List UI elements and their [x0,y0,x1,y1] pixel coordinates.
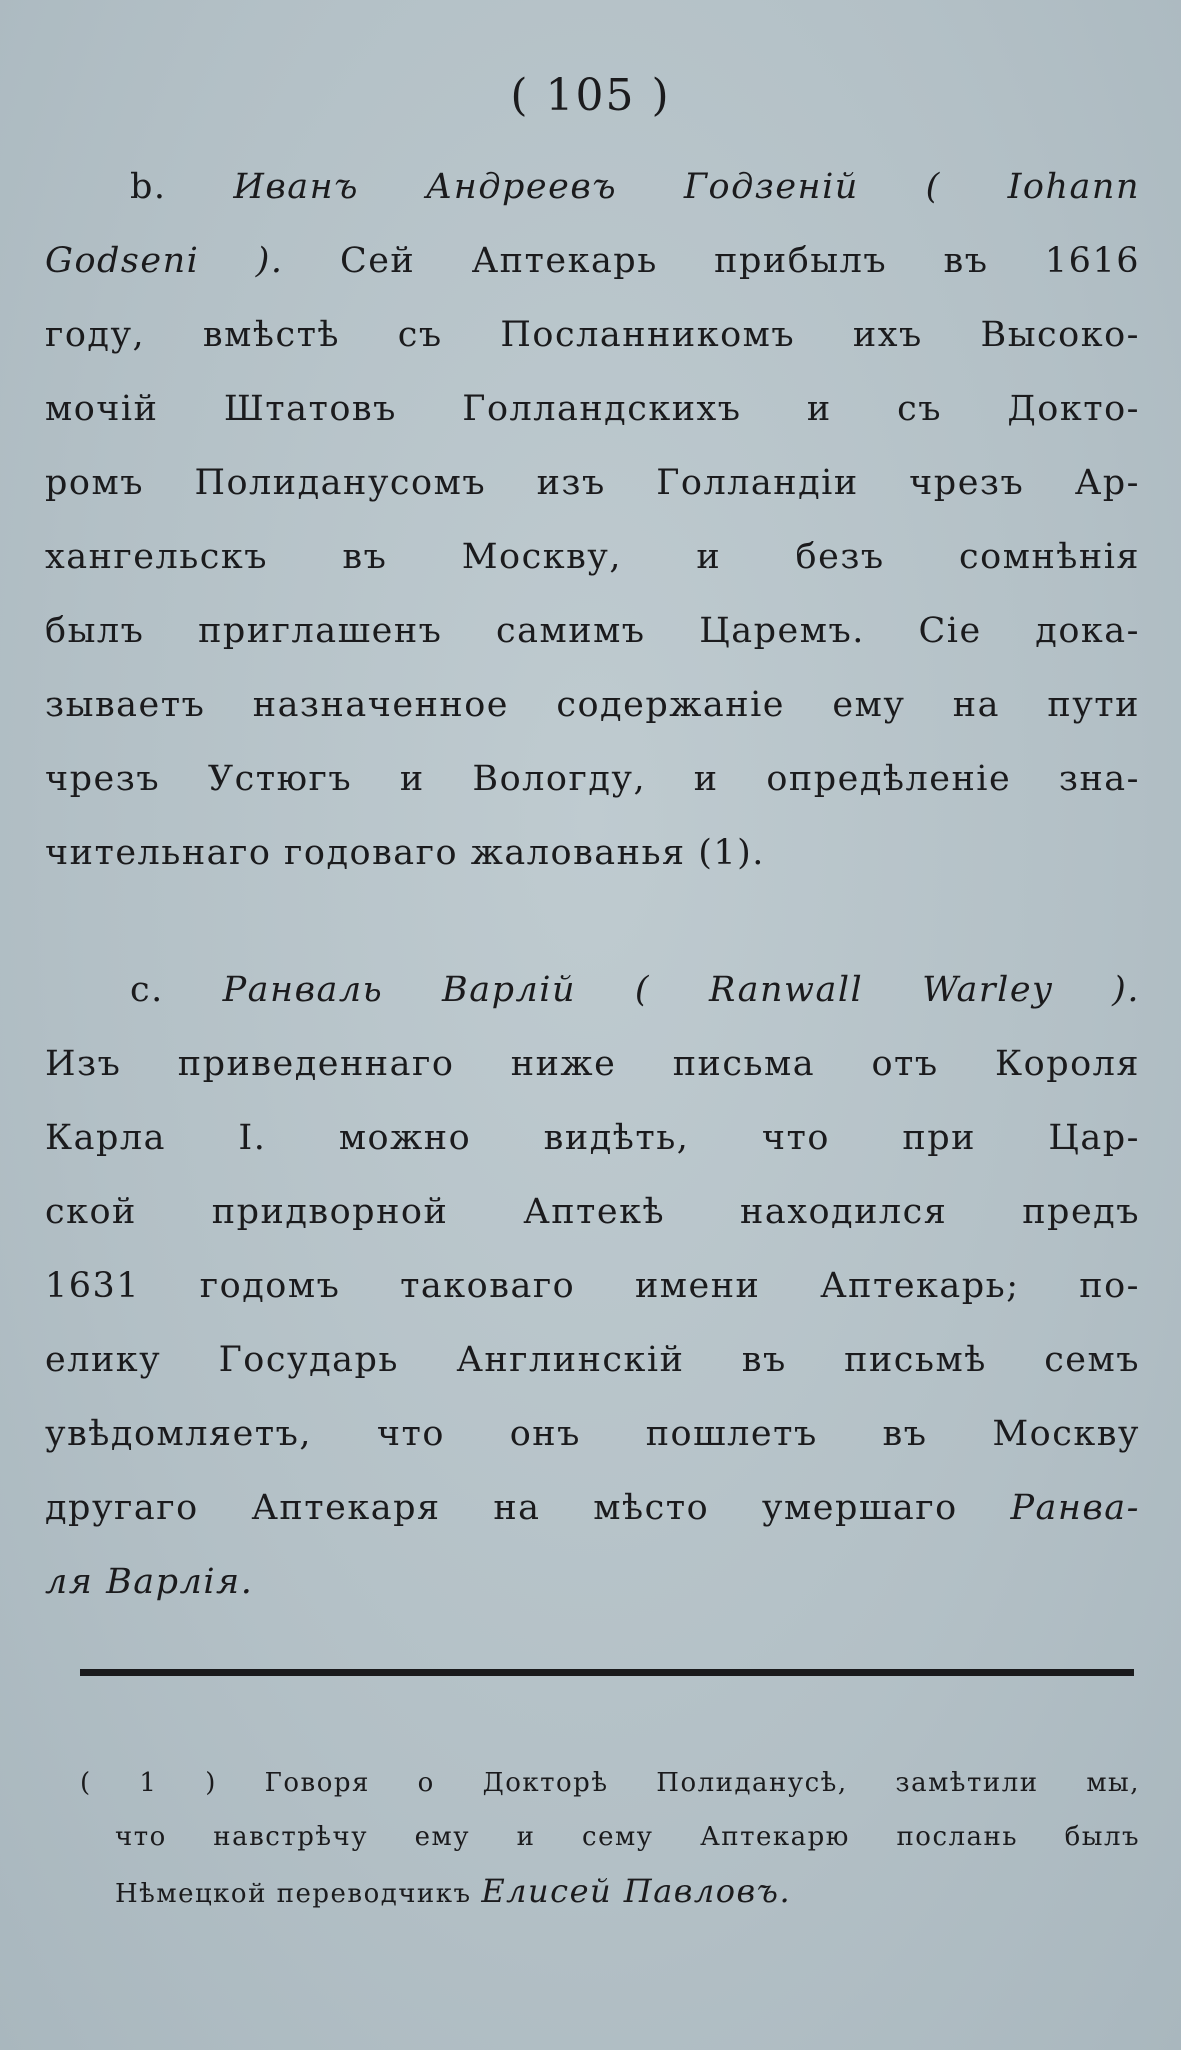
person-name: Иванъ Андреевъ Годзеній [233,167,859,207]
text-line [45,150,1140,224]
text-line: былъ приглашенъ самимъ Царемъ. Сіе дока- [45,611,1140,651]
text-line: ля Варлія. [45,1562,254,1602]
text-line: Карла I. можно видѣть, что при Цар- [45,1118,1140,1158]
text-line [45,224,1140,298]
person-name: Ранваль Варлій [222,970,577,1010]
text-line: чительнаго годоваго жалованья (1). [45,833,765,873]
text-line: хангельскъ въ Москву, и безъ сомнѣнія [45,537,1140,577]
person-name: Ранва- [1010,1488,1140,1528]
text-line: ромъ Полиданусомъ изъ Голландіи чрезъ Ар- [45,463,1140,503]
footnote [80,1756,1140,1918]
text-line: 1631 годомъ таковаго имени Аптекарь; по- [45,1266,1140,1306]
text-line: ской придворной Аптекѣ находился предъ [45,1192,1140,1232]
text-line: году, вмѣстѣ съ Посланникомъ ихъ Высоко- [45,315,1140,355]
footnote-line [80,1864,1140,1918]
footnote-line: ( 1 ) Говоря о Докторѣ Полиданусѣ, замѣтили мы, [80,1768,1140,1798]
text-line: зываетъ назначенное содержаніе ему на пути [45,685,1140,725]
text-line [45,1471,1140,1545]
text-line: елику Государь Англинскій въ письмѣ семъ [45,1340,1140,1380]
entry-b-paragraph [45,150,1140,890]
text-line: мочій Штатовъ Голландскихъ и съ Докто- [45,389,1140,429]
text-fragment: другаго Аптекаря на мѣсто умершаго [45,1488,958,1528]
entry-marker: b. [130,167,167,207]
entry-c-paragraph [45,953,1140,1619]
latin-name: ( Iohann [925,167,1140,207]
footnote-divider [80,1669,1134,1676]
latin-name: ( Ranwall Warley ). [634,970,1140,1010]
text-fragment: Нѣмецкой переводчикъ [115,1879,472,1909]
text-line: увѣдомляетъ, что онъ пошлетъ въ Москву [45,1414,1140,1454]
text-line [45,953,1140,1027]
entry-marker: c. [130,970,164,1010]
footnote-line: что навстрѣчу ему и сему Аптекарю послань былъ [115,1822,1140,1852]
text-fragment: Сей Аптекарь прибылъ въ 1616 [339,241,1140,281]
text-line: Изъ приведеннаго ниже письма отъ Короля [45,1044,1140,1084]
text-line: чрезъ Устюгъ и Вологду, и опредѣленіе зна- [45,759,1140,799]
latin-name: Godseni ). [45,241,284,281]
page-number: ( 105 ) [510,70,671,121]
person-name: Елисей Павловъ. [481,1872,792,1910]
